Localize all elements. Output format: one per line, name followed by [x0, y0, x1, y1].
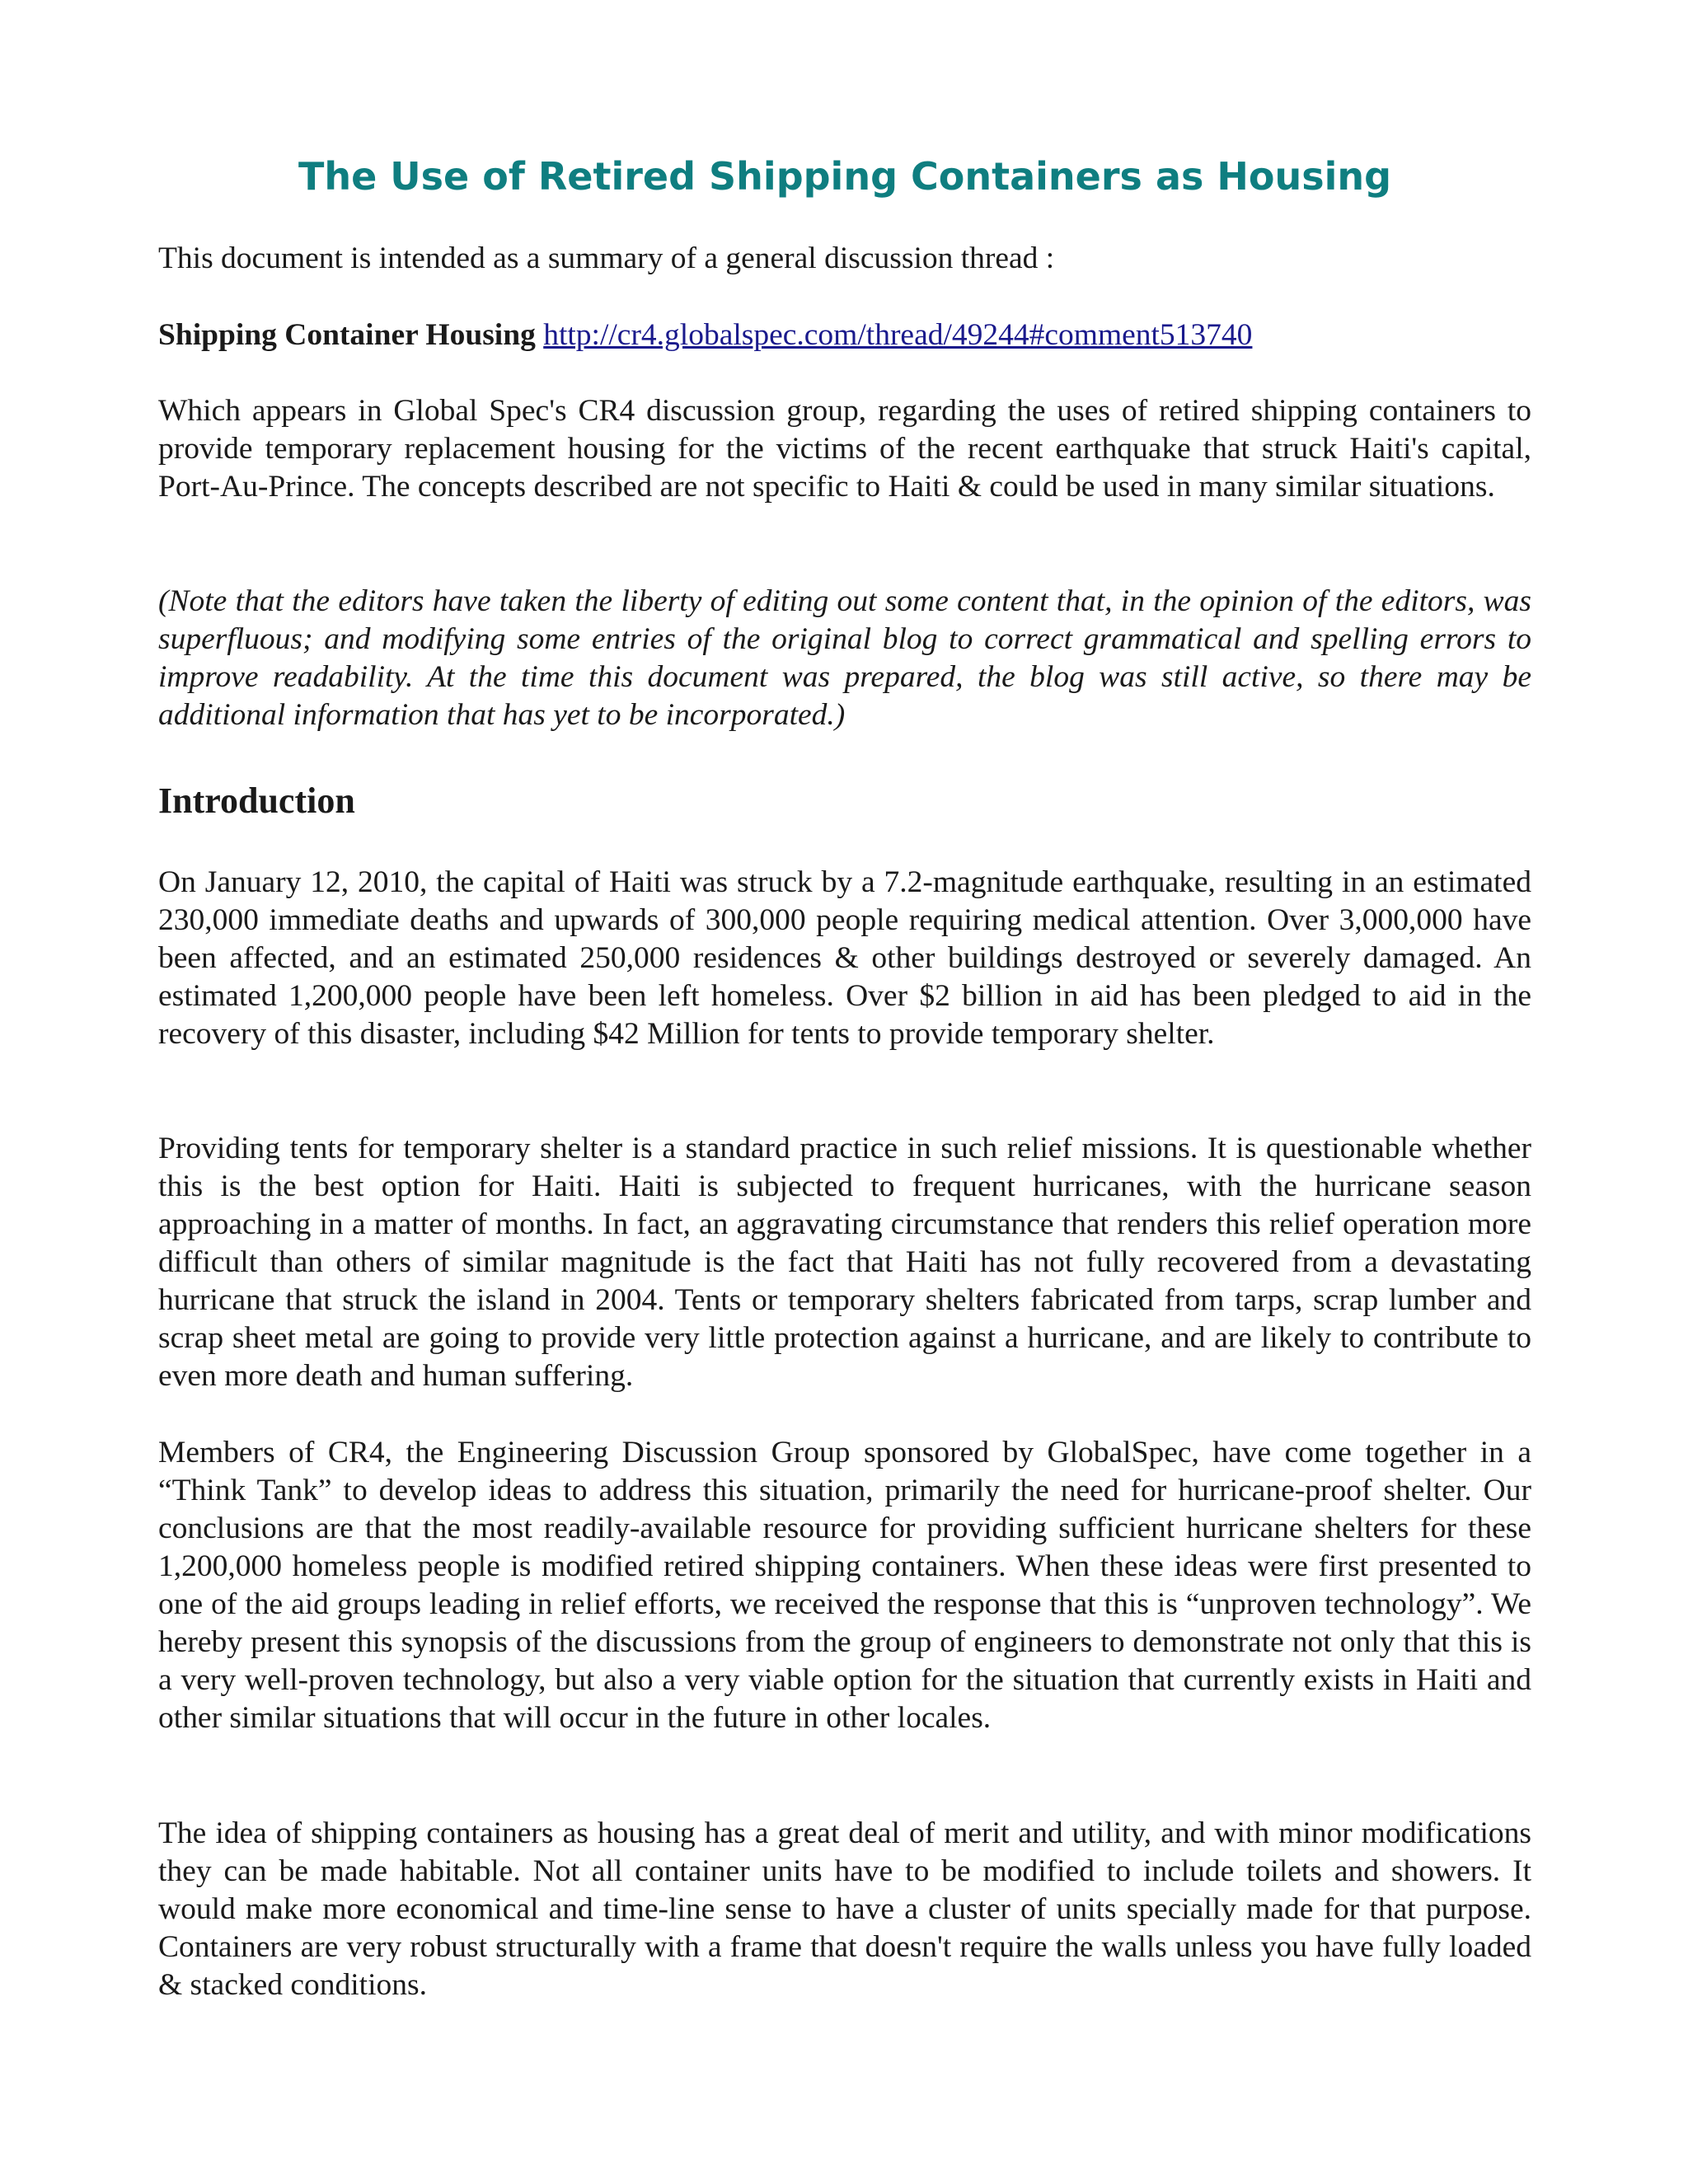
section-heading-introduction: Introduction [158, 780, 355, 821]
page-title: The Use of Retired Shipping Containers as Housing [298, 154, 1392, 199]
thread-reference [158, 316, 1531, 354]
context-paragraph: Which appears in Global Spec's CR4 discussion group, regarding the uses of retired shipping containers to provide temporary replacement housing for the victims of the recent earthquake that struck Haiti's capital, Port-Au-Prince. The concepts described are not specific to Haiti & could be used in many similar situations. [158, 394, 1531, 504]
editor-note: (Note that the editors have taken the liberty of editing out some content that, in the opinion of the editors, was superfluous; and modifying some entries of the original blog to correct grammatical and spelling errors to improve readability. At the time this document was prepared, the blog was still active, so there may be additional information that has yet to be incorporated.) [158, 584, 1531, 732]
paragraph-tents: Providing tents for temporary shelter is a standard practice in such relief missions. It is questionable whether this is the best option for Haiti. Haiti is subjected to frequent hurricanes, with the hurricane season approaching in a matter of months. In fact, an aggravating circumstance that renders this relief operation more difficult than others of similar magnitude is the fact that Haiti has not fully recovered from a devastating hurricane that struck the island in 2004. Tents or temporary shelters fabricated from tarps, scrap lumber and scrap sheet metal are going to provide very little protection against a hurricane, and are likely to contribute to even more death and human suffering. [158, 1132, 1531, 1393]
intro-line: This document is intended as a summary of a general discussion thread : [158, 241, 1055, 275]
paragraph-earthquake: On January 12, 2010, the capital of Haiti was struck by a 7.2-magnitude earthquake, resulting in an estimated 230,000 immediate deaths and upwards of 300,000 people requiring medical attention. Over 3,000,000 have been affected, and an estimated 250,000 residences & other buildings destroyed or severely damaged. An estimated 1,200,000 people have been left homeless. Over $2 billion in aid has been pledged to aid in the recovery of this disaster, including $42 Million for tents to provide temporary shelter. [158, 865, 1531, 1051]
paragraph-container-merit: The idea of shipping containers as housing has a great deal of merit and utility, and with minor modifications they can be made habitable. Not all container units have to be modified to include toilets and showers. It would make more economical and time-line sense to have a cluster of units specially made for that purpose. Containers are very robust structurally with a frame that doesn't require the walls unless you have fully loaded & stacked conditions. [158, 1816, 1531, 2002]
thread-label: Shipping Container Housing [158, 318, 536, 352]
paragraph-think-tank: Members of CR4, the Engineering Discussion Group sponsored by GlobalSpec, have come together in a “Think Tank” to develop ideas to address this situation, primarily the need for hurricane-proof shelter. Our conclusions are that the most readily-available resource for providing sufficient hurricane shelters for these 1,200,000 homeless people is modified retired shipping containers. When these ideas were first presented to one of the aid groups leading in relief efforts, we received the response that this is “unproven technology”. We hereby present this synopsis of the discussions from the group of engineers to demonstrate not only that this is a very well-proven technology, but also a very viable option for the situation that currently exists in Haiti and other similar situations that will occur in the future in other locales. [158, 1436, 1531, 1735]
thread-link[interactable]: http://cr4.globalspec.com/thread/49244#comment513740 [543, 318, 1253, 352]
